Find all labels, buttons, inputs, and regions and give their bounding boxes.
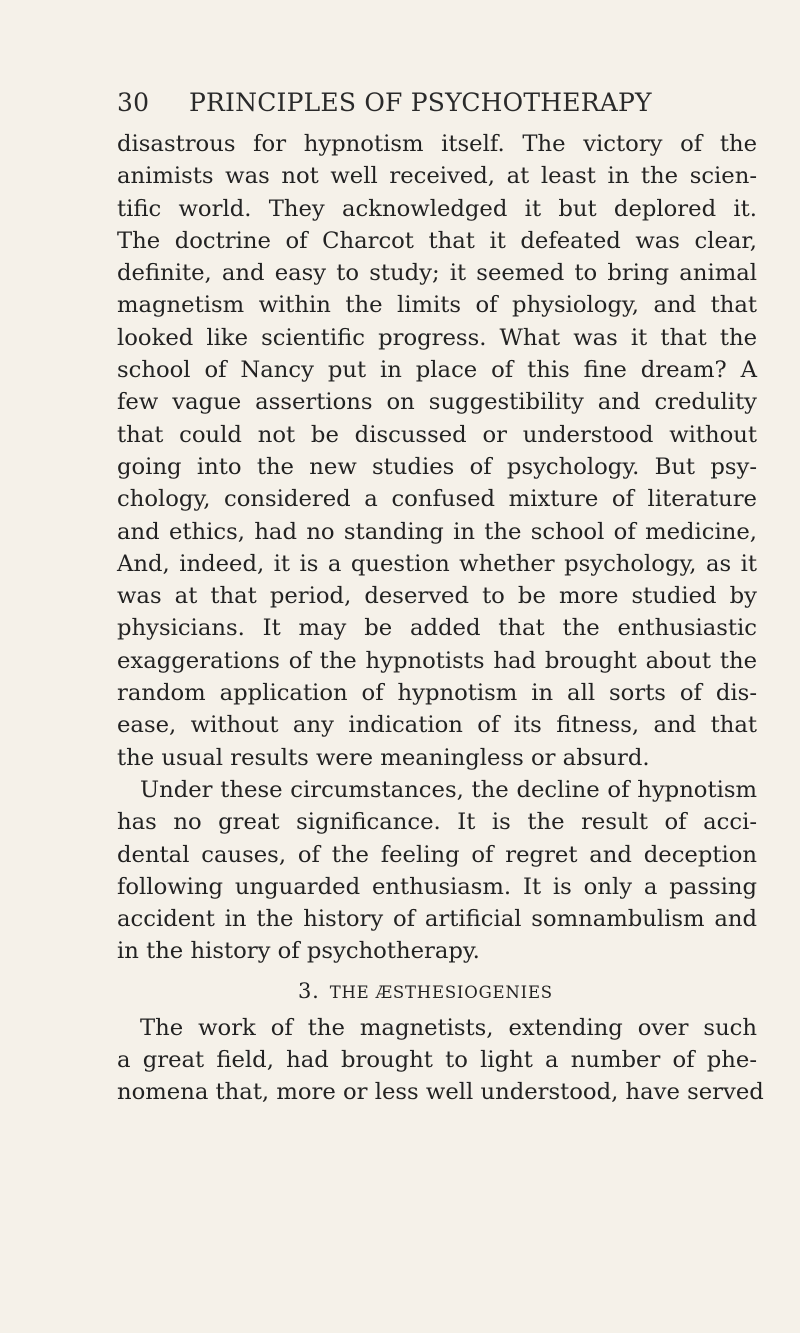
text-line: disastrous for hypnotism itself. The victory of the <box>117 131 757 157</box>
text-line: looked like scientific progress. What was it that the <box>117 324 757 351</box>
text-line: chology, considered a confused mixture of literature <box>117 486 757 513</box>
section-heading <box>117 970 757 1012</box>
book-page <box>117 88 764 1109</box>
text-line: following unguarded enthusiasm. It is only a passing <box>117 873 757 900</box>
page-number: 30 <box>117 88 150 117</box>
text-line: the usual results were meaningless or absurd. <box>117 744 650 771</box>
text-line: a great field, had brought to light a number of phe- <box>117 1047 757 1074</box>
text-line: was at that period, deserved to be more studied by <box>117 583 757 610</box>
text-line: physicians. It may be added that the enthusiastic <box>117 615 757 642</box>
text-line: ease, without any indication of its fitness, and that <box>117 712 757 739</box>
text-line: The work of the magnetists, extending over such <box>140 1014 757 1041</box>
text-line: school of Nancy put in place of this fine dream? A <box>117 357 757 384</box>
text-line: animists was not well received, at least in the scien- <box>117 163 757 190</box>
text-line: random application of hypnotism in all sorts of dis- <box>117 680 757 707</box>
text-line: And, indeed, it is a question whether psychology, as it <box>117 550 757 577</box>
section-title: THE ÆSTHESIOGENIES <box>329 982 553 1002</box>
text-line: accident in the history of artificial somnambulism and <box>117 906 757 933</box>
text-line: that could not be discussed or understood without <box>117 421 757 448</box>
text-line: few vague assertions on suggestibility and credulity <box>117 389 757 416</box>
text-line: exaggerations of the hypnotists had brought about the <box>117 647 757 674</box>
text-line: in the history of psychotherapy. <box>117 938 480 965</box>
running-head <box>117 90 757 115</box>
text-line: going into the new studies of psychology. But psy- <box>117 453 757 480</box>
text-line: tific world. They acknowledged it but deplored it. <box>117 195 757 222</box>
text-line: The doctrine of Charcot that it defeated was clear, <box>117 227 757 254</box>
text-line: dental causes, of the feeling of regret and deception <box>117 841 757 868</box>
text-line: magnetism within the limits of physiology, and that <box>117 292 757 319</box>
text-line: Under these circumstances, the decline of hypnotism <box>140 776 757 803</box>
text-line: has no great significance. It is the result of acci- <box>117 809 757 836</box>
section-number: 3. <box>298 978 320 1003</box>
text-line: definite, and easy to study; it seemed to bring animal <box>117 260 757 287</box>
running-title: PRINCIPLES OF PSYCHOTHERAPY <box>189 88 652 117</box>
text-line: and ethics, had no standing in the school of medicine, <box>117 518 757 545</box>
text-line: nomena that, more or less well understood, have served <box>117 1079 764 1106</box>
paragraph <box>117 774 757 968</box>
paragraph <box>117 1012 764 1109</box>
paragraph <box>117 128 757 774</box>
